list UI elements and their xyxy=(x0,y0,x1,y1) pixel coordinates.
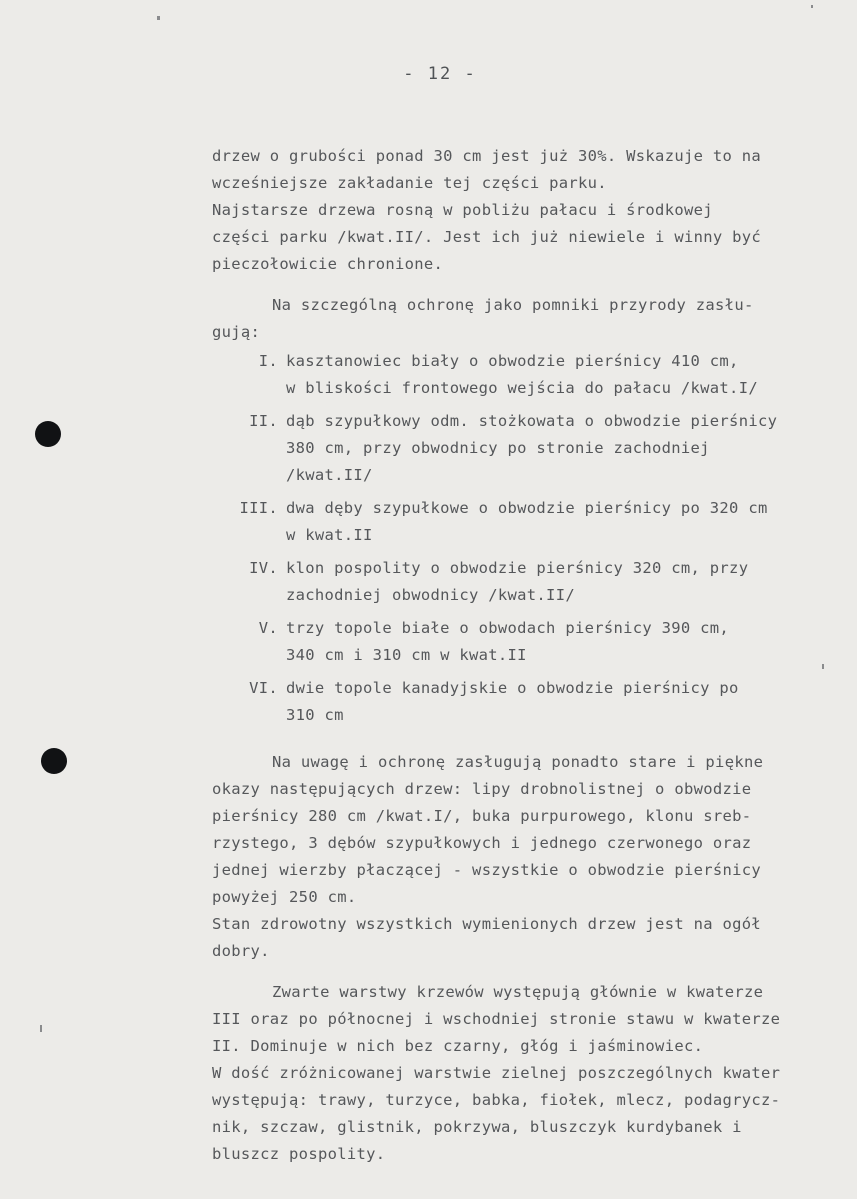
text-line: Na szczególną ochronę jako pomniki przyrody zasłu- xyxy=(272,296,754,314)
text-line: drzew o grubości ponad 30 cm jest już 30%. Wskazuje to na xyxy=(212,147,762,165)
text-line: W dość zróżnicowanej warstwie zielnej poszczególnych kwater xyxy=(212,1064,781,1082)
paragraph-gap xyxy=(212,965,822,979)
punch-hole-top xyxy=(35,421,61,447)
punch-hole-bottom xyxy=(41,748,67,774)
text-line: powyżej 250 cm. xyxy=(212,888,357,906)
paragraph-shrubs xyxy=(212,979,822,1168)
list-item xyxy=(212,408,822,489)
text-line: w kwat.II xyxy=(286,526,373,544)
paper-speck xyxy=(157,16,160,20)
text-line: nik, szczaw, glistnik, pokrzywa, bluszczyk kurdybanek i xyxy=(212,1118,742,1136)
list-item xyxy=(212,675,822,729)
text-line: dwa dęby szypułkowe o obwodzie pierśnicy po 320 cm xyxy=(286,499,768,517)
text-line: 310 cm xyxy=(286,706,344,724)
text-line: dąb szypułkowy odm. stożkowata o obwodzie pierśnicy xyxy=(286,412,778,430)
text-line: Na uwagę i ochronę zasługują ponadto stare i piękne xyxy=(272,753,764,771)
text-line: wcześniejsze zakładanie tej części parku. xyxy=(212,174,607,192)
text-line: gują: xyxy=(212,323,261,341)
text-line: Zwarte warstwy krzewów występują głównie w kwaterze xyxy=(272,983,764,1001)
text-line: III oraz po północnej i wschodniej stronie stawu w kwaterze xyxy=(212,1010,781,1028)
list-item xyxy=(212,348,822,402)
text-line: klon pospolity o obwodzie pierśnicy 320 cm, przy xyxy=(286,559,749,577)
text-line: części parku /kwat.II/. Jest ich już niewiele i winny być xyxy=(212,228,762,246)
text-line: w bliskości frontowego wejścia do pałacu /kwat.I/ xyxy=(286,379,758,397)
text-line: /kwat.II/ xyxy=(286,466,373,484)
text-line: 380 cm, przy obwodnicy po stronie zachodniej xyxy=(286,439,710,457)
text-line: bluszcz pospolity. xyxy=(212,1145,386,1163)
paragraph-gap xyxy=(212,735,822,749)
text-line: kasztanowiec biały o obwodzie pierśnicy 410 cm, xyxy=(286,352,739,370)
page-number: - 12 - xyxy=(403,64,477,84)
text-line: dobry. xyxy=(212,942,270,960)
list-item xyxy=(212,495,822,549)
list-item xyxy=(212,615,822,669)
paragraph-gap xyxy=(212,278,822,292)
text-line: pierśnicy 280 cm /kwat.I/, buka purpurowego, klonu sreb- xyxy=(212,807,752,825)
paper-speck xyxy=(40,1025,42,1032)
text-line: okazy następujących drzew: lipy drobnolistnej o obwodzie xyxy=(212,780,752,798)
text-line: 340 cm i 310 cm w kwat.II xyxy=(286,646,527,664)
list-number: II. xyxy=(249,412,278,430)
text-line: zachodniej obwodnicy /kwat.II/ xyxy=(286,586,575,604)
list-number: I. xyxy=(258,352,278,370)
text-line: występują: trawy, turzyce, babka, fiołek, mlecz, podagrycz- xyxy=(212,1091,781,1109)
list-number: IV. xyxy=(249,559,278,577)
text-line: rzystego, 3 dębów szypułkowych i jednego czerwonego oraz xyxy=(212,834,752,852)
text-line: jednej wierzby płaczącej - wszystkie o obwodzie pierśnicy xyxy=(212,861,762,879)
list-item xyxy=(212,555,822,609)
text-line: pieczołowicie chronione. xyxy=(212,255,444,273)
paragraph-monuments-intro xyxy=(212,292,822,346)
text-line: Najstarsze drzewa rosną w pobliżu pałacu i środkowej xyxy=(212,201,713,219)
list-number: VI. xyxy=(249,679,278,697)
monument-list xyxy=(212,348,822,729)
paragraph-other-trees xyxy=(212,749,822,965)
text-line: Stan zdrowotny wszystkich wymienionych drzew jest na ogół xyxy=(212,915,762,933)
text-line: II. Dominuje w nich bez czarny, głóg i jaśminowiec. xyxy=(212,1037,704,1055)
paper-speck xyxy=(822,664,824,669)
paragraph-tree-age xyxy=(212,143,822,278)
body-text xyxy=(212,143,822,1168)
text-line: dwie topole kanadyjskie o obwodzie pierśnicy po xyxy=(286,679,739,697)
list-number: III. xyxy=(239,499,278,517)
list-number: V. xyxy=(258,619,278,637)
paper-speck xyxy=(811,5,813,8)
text-line: trzy topole białe o obwodach pierśnicy 390 cm, xyxy=(286,619,730,637)
